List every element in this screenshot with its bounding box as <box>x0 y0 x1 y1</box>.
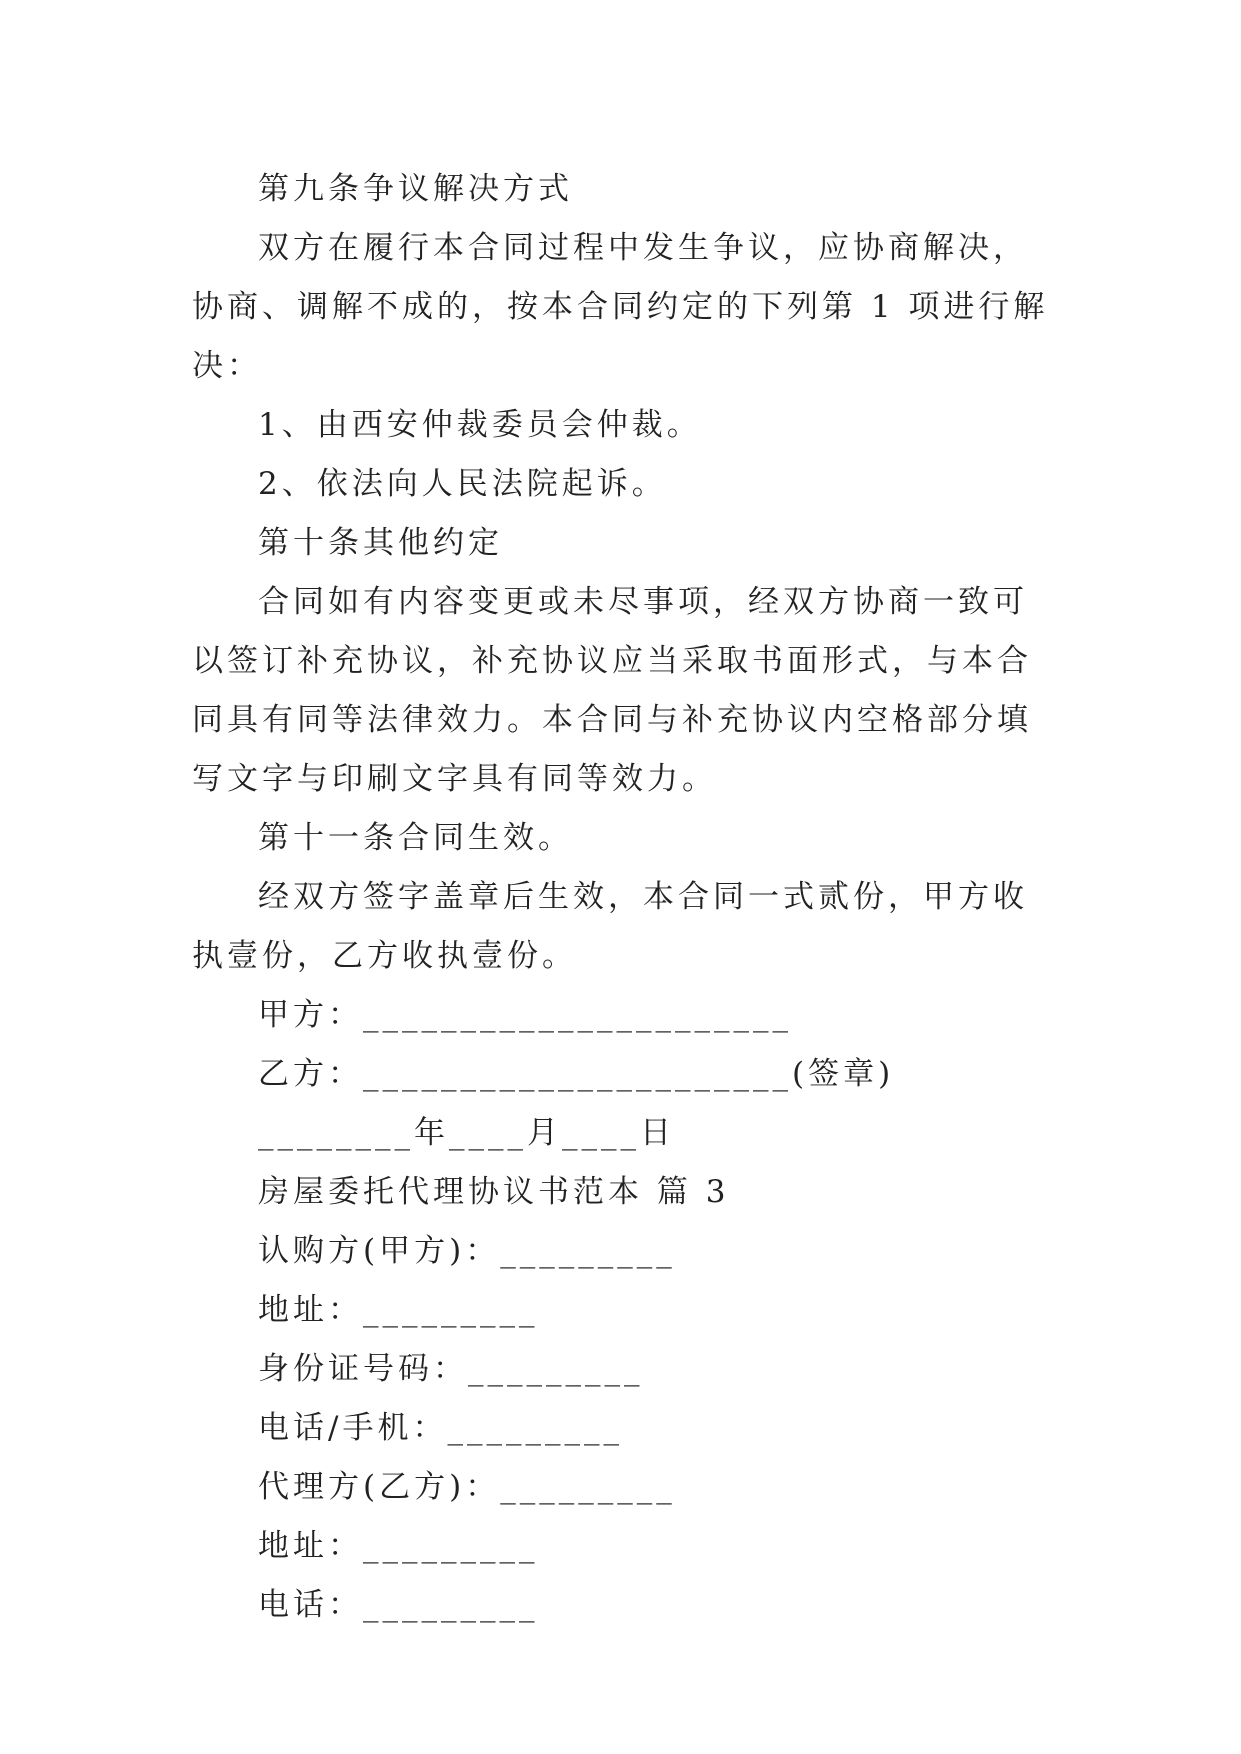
party-a-signature-line: 甲方：______________________ <box>258 997 792 1033</box>
phone-mobile-field: 电话/手机：_________ <box>258 1410 623 1446</box>
section-heading-other: 第十条其他约定 <box>258 525 503 561</box>
party-b-signature-line: 乙方：______________________(签章) <box>258 1056 895 1092</box>
document-title: 房屋委托代理协议书范本 篇 3 <box>258 1174 730 1210</box>
agent-phone-field: 电话：_________ <box>258 1587 539 1623</box>
date-line: ________年____月____日 <box>258 1115 675 1151</box>
buyer-field: 认购方(甲方)：_________ <box>258 1233 676 1269</box>
buyer-address-field: 地址：_________ <box>258 1292 539 1328</box>
agent-address-field: 地址：_________ <box>258 1528 539 1564</box>
section-heading-dispute: 第九条争议解决方式 <box>258 171 573 207</box>
document-body <box>192 160 1052 1635</box>
id-number-field: 身份证号码：_________ <box>258 1351 644 1387</box>
list-item-arbitration: 1、由西安仲裁委员会仲裁。 <box>258 407 702 443</box>
paragraph-dispute: 双方在履行本合同过程中发生争议，应协商解决，协商、调解不成的，按本合同约定的下列第 1 项进行解决： <box>192 230 1049 384</box>
paragraph-other: 合同如有内容变更或未尽事项，经双方协商一致可以签订补充协议，补充协议应当采取书面形式，与本合同具有同等法律效力。本合同与补充协议内空格部分填写文字与印刷文字具有同等效力。 <box>192 584 1032 797</box>
paragraph-effect: 经双方签字盖章后生效，本合同一式贰份，甲方收执壹份，乙方收执壹份。 <box>192 879 1028 974</box>
list-item-lawsuit: 2、依法向人民法院起诉。 <box>258 466 667 502</box>
section-heading-effect: 第十一条合同生效。 <box>258 820 573 856</box>
agent-field: 代理方(乙方)：_________ <box>258 1469 676 1505</box>
